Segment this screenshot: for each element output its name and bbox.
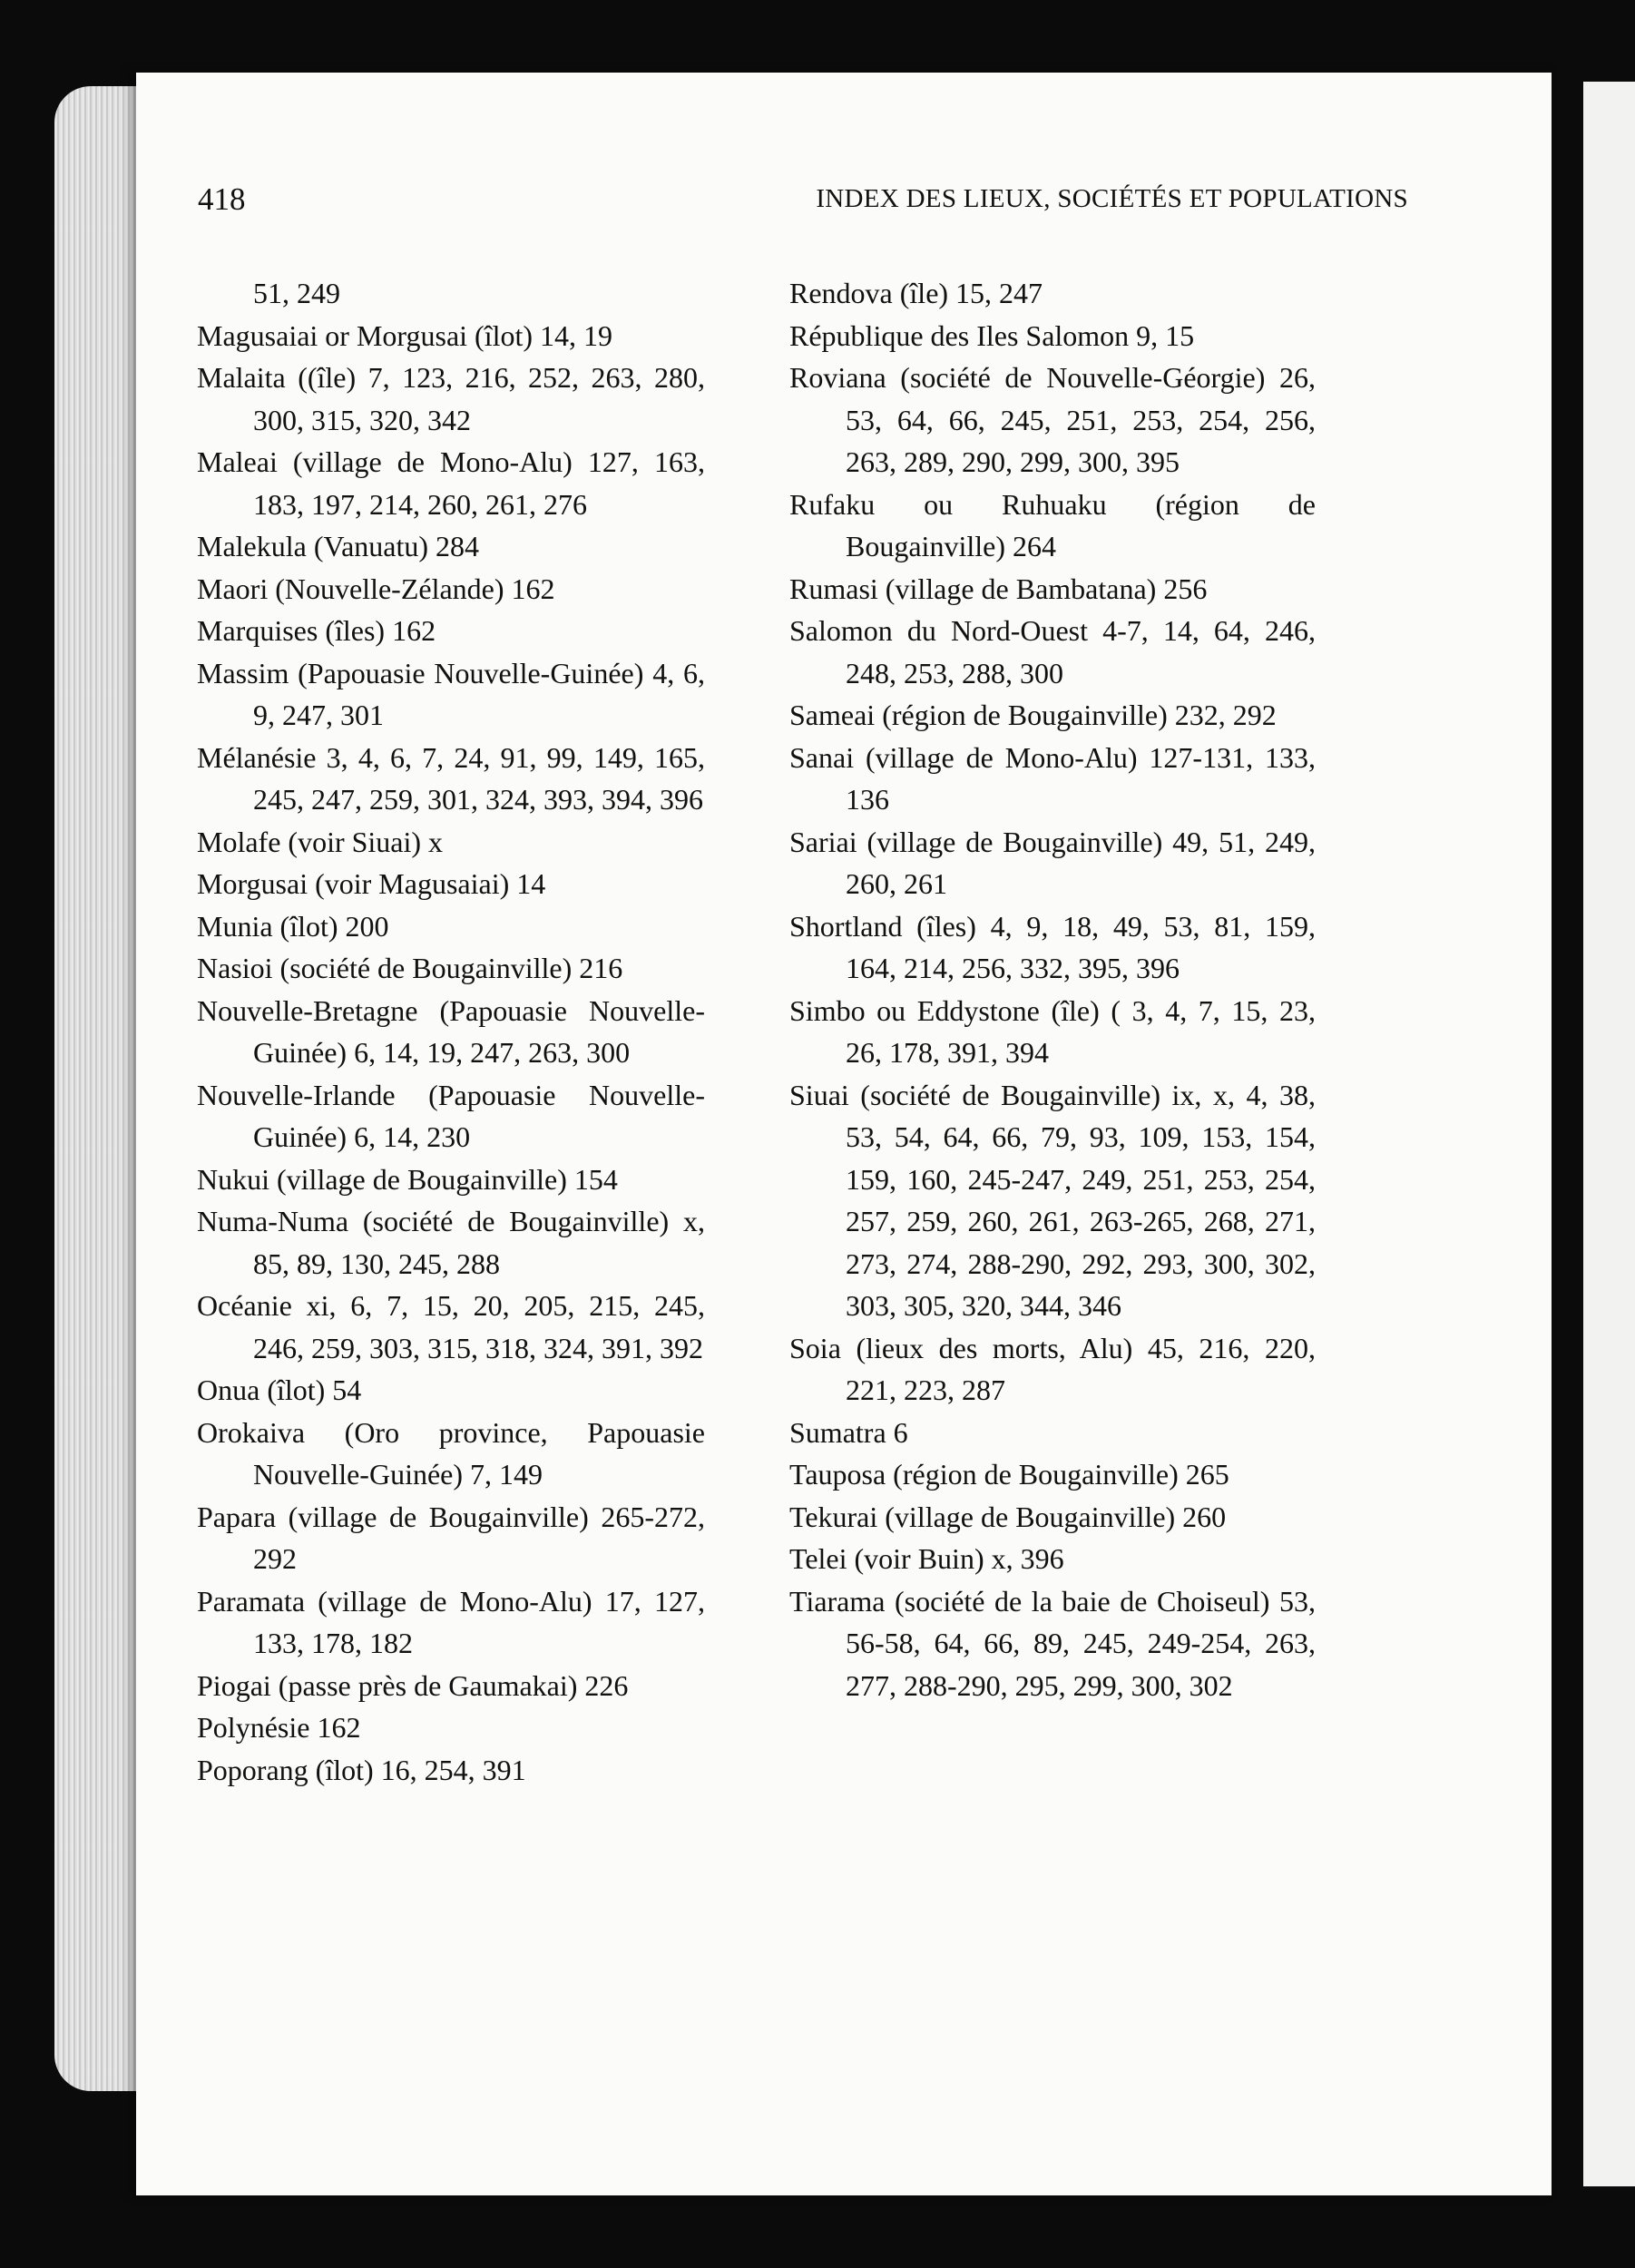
index-entry: Onua (îlot) 54: [197, 1374, 362, 1406]
index-entry: Marquises (îles) 162: [197, 614, 436, 647]
index-entry: Salomon du Nord-Ouest 4-7, 14, 64, 246, 248, 253, 288, 300: [789, 614, 1316, 689]
running-title: INDEX DES LIEUX, SOCIÉTÉS ET POPULATIONS: [816, 184, 1408, 213]
index-entry: Océanie xi, 6, 7, 15, 20, 205, 215, 245, 246, 259, 303, 315, 318, 324, 391, 392: [197, 1289, 705, 1364]
index-entry: 51, 249: [253, 277, 340, 309]
index-entry: Nouvelle-Bretagne (Papouasie Nouvelle-Guinée) 6, 14, 19, 247, 263, 300: [197, 993, 705, 1069]
index-entry: Molafe (voir Siuai) x: [197, 825, 444, 858]
index-entry: Massim (Papouasie Nouvelle-Guinée) 4, 6, 9, 247, 301: [197, 656, 705, 731]
index-entry: Maleai (village de Mono-Alu) 127, 163, 183, 197, 214, 260, 261, 276: [197, 445, 705, 521]
index-entry: Rumasi (village de Bambatana) 256: [789, 572, 1208, 605]
index-entry: Orokaiva (Oro province, Papouasie Nouvelle-Guinée) 7, 149: [197, 1415, 705, 1491]
index-entry: Nasioi (société de Bougainville) 216: [197, 952, 623, 984]
index-entry: Magusaiai or Morgusai (îlot) 14, 19: [197, 318, 613, 352]
index-entry: Poporang (îlot) 16, 254, 391: [197, 1753, 526, 1786]
index-entry: Nukui (village de Bougainville) 154: [197, 1162, 618, 1196]
index-entry: Siuai (société de Bougainville) ix, x, 4, 38, 53, 54, 64, 66, 79, 93, 109, 153, 154, 159, 160, 245-247, 249, 251, 253, 254, 257, 259, 260, 261, 263-265, 268, 271, 273, 274, 288-290, 292, 293, 300, 302, 303, 305, 320, 344, 346: [789, 1078, 1316, 1322]
index-entry: Shortland (îles) 4, 9, 18, 49, 53, 81, 159, 164, 214, 256, 332, 395, 396: [789, 909, 1316, 984]
index-entry: Piogai (passe près de Gaumakai) 226: [197, 1668, 629, 1702]
facing-page-edge: [1583, 82, 1635, 2186]
index-entry: Sanai (village de Mono-Alu) 127-131, 133, 136: [789, 740, 1316, 816]
index-entry: Tauposa (région de Bougainville) 265: [789, 1458, 1229, 1491]
index-entry: Maori (Nouvelle-Zélande) 162: [197, 572, 555, 605]
index-entry: Paramata (village de Mono-Alu) 17, 127, 133, 178, 182: [197, 1584, 705, 1659]
index-entry: Nouvelle-Irlande (Papouasie Nouvelle-Guinée) 6, 14, 230: [197, 1078, 705, 1153]
index-column-right: [789, 272, 1316, 1706]
index-entry: Telei (voir Buin) x, 396: [789, 1542, 1064, 1575]
index-entry: Roviana (société de Nouvelle-Géorgie) 26, 53, 64, 66, 245, 251, 253, 254, 256, 263, 289, 290, 299, 300, 395: [789, 361, 1316, 478]
index-entry: Polynésie 162: [197, 1711, 361, 1744]
index-entry: Morgusai (voir Magusaiai) 14: [197, 867, 546, 900]
index-entry: Tekurai (village de Bougainville) 260: [789, 1500, 1227, 1533]
index-entry: Sumatra 6: [789, 1415, 908, 1449]
index-entry: Numa-Numa (société de Bougainville) x, 85, 89, 130, 245, 288: [197, 1205, 705, 1280]
index-entry: Malaita ((île) 7, 123, 216, 252, 263, 280, 300, 315, 320, 342: [197, 361, 705, 436]
page-number: 418: [198, 181, 246, 217]
index-entry: Sameai (région de Bougainville) 232, 292: [789, 699, 1277, 731]
index-entry: Malekula (Vanuatu) 284: [197, 530, 480, 562]
index-entry: Munia (îlot) 200: [197, 909, 389, 943]
index-entry: Tiarama (société de la baie de Choiseul) 53, 56-58, 64, 66, 89, 245, 249-254, 263, 277, 288-290, 295, 299, 300, 302: [789, 1584, 1316, 1702]
index-entry: Mélanésie 3, 4, 6, 7, 24, 91, 99, 149, 165, 245, 247, 259, 301, 324, 393, 394, 396: [197, 740, 705, 816]
index-entry: Simbo ou Eddystone (île) ( 3, 4, 7, 15, 23, 26, 178, 391, 394: [789, 993, 1316, 1069]
index-entry: Rendova (île) 15, 247: [789, 277, 1043, 309]
index-entry: Sariai (village de Bougainville) 49, 51, 249, 260, 261: [789, 825, 1316, 900]
index-entry: Soia (lieux des morts, Alu) 45, 216, 220, 221, 223, 287: [789, 1331, 1316, 1406]
index-entry: Rufaku ou Ruhuaku (région de Bougainville) 264: [789, 487, 1316, 562]
index-column-left: [197, 272, 705, 1791]
index-entry: Papara (village de Bougainville) 265-272, 292: [197, 1500, 705, 1575]
index-entry: République des Iles Salomon 9, 15: [789, 318, 1195, 352]
